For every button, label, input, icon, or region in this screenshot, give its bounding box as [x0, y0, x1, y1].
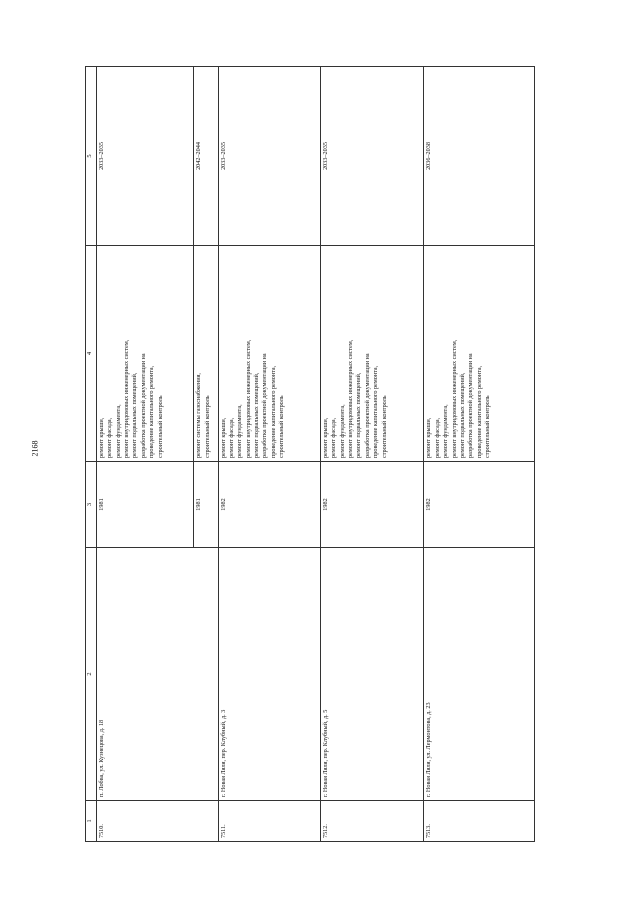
- row-address: г. Новая Ляля, пер. Клубный, д. 5: [321, 548, 424, 801]
- work-item: ремонт подвальных помещений,: [252, 372, 260, 458]
- work-item: строительный контроль: [156, 395, 164, 458]
- work-item: строительный контроль: [483, 395, 491, 458]
- row-works: [424, 246, 535, 462]
- work-item: строительный контроль: [278, 395, 286, 458]
- work-item: проведение капитального ремонта,: [475, 365, 483, 458]
- work-item: разработка проектной документации на: [261, 353, 269, 458]
- column-header: 3: [86, 462, 97, 548]
- work-item: ремонт подвальных помещений,: [355, 372, 363, 458]
- work-item: ремонт внутридомовых инженерных систем,: [450, 339, 458, 458]
- work-item: ремонт внутридомовых инженерных систем,: [123, 339, 131, 458]
- work-item: ремонт крыши,: [322, 417, 329, 458]
- column-header: 4: [86, 246, 97, 462]
- work-item: ремонт фасада,: [227, 417, 235, 458]
- row-address: п. Лобва, ул. Кузнецова, д. 18: [97, 548, 219, 801]
- row-year: 1981: [97, 462, 194, 548]
- row-number: 7513.: [424, 801, 535, 842]
- row-year: 1982: [424, 462, 535, 548]
- row-period: 2033–2035: [218, 67, 320, 246]
- header-row: [86, 67, 97, 842]
- work-item: строительный контроль: [203, 395, 211, 458]
- row-number: 7512.: [321, 801, 424, 842]
- row-period: 2036–2038: [424, 67, 535, 246]
- work-item: ремонт крыши,: [98, 417, 105, 458]
- work-item: ремонт крыши,: [425, 417, 433, 458]
- work-item: ремонт фасада,: [433, 417, 441, 458]
- row-year: 1982: [218, 462, 320, 548]
- work-item: ремонт фундамента,: [114, 404, 122, 458]
- column-header: 2: [86, 548, 97, 801]
- row-works: [321, 246, 424, 462]
- work-item: ремонт фундамента,: [236, 404, 244, 458]
- work-item: ремонт крыши,: [219, 417, 227, 458]
- repair-schedule-table: [85, 66, 535, 842]
- rotated-table-container: [85, 72, 535, 842]
- work-item: ремонт фундамента,: [338, 404, 346, 458]
- table-row: [424, 67, 535, 842]
- work-item: ремонт внутридомовых инженерных систем,: [244, 339, 252, 458]
- row-year: 1981: [194, 462, 218, 548]
- table-row: [321, 67, 424, 842]
- work-item: разработка проектной документации на: [363, 353, 371, 458]
- row-period: 2033–2035: [97, 67, 194, 246]
- work-item: ремонт фасада,: [330, 417, 338, 458]
- row-works: [194, 246, 218, 462]
- row-period: 2033–2035: [321, 67, 424, 246]
- row-address: г. Новая Ляля, ул. Лермонтова, д. 23: [424, 548, 535, 801]
- work-item: ремонт системы газоснабжения,: [195, 373, 203, 458]
- work-item: проведение капитального ремонта,: [269, 365, 277, 458]
- row-number: 7511.: [218, 801, 320, 842]
- page-number: 2168: [30, 440, 40, 457]
- work-item: разработка проектной документации на: [139, 353, 147, 458]
- work-item: ремонт подвальных помещений,: [131, 372, 139, 458]
- row-year: 1982: [321, 462, 424, 548]
- table-row: [218, 67, 320, 842]
- row-period: 2042–2044: [194, 67, 218, 246]
- work-item: ремонт фасада,: [106, 417, 114, 458]
- work-item: ремонт внутридомовых инженерных систем,: [347, 339, 355, 458]
- row-works: [97, 246, 194, 462]
- row-number: 7510.: [97, 801, 219, 842]
- work-item: проведение капитального ремонта,: [148, 365, 156, 458]
- row-works: [218, 246, 320, 462]
- work-item: разработка проектной документации на: [467, 353, 475, 458]
- work-item: строительный контроль: [380, 395, 388, 458]
- row-address: г. Новая Ляля, пер. Клубный, д. 3: [218, 548, 320, 801]
- work-item: ремонт подвальных помещений,: [458, 372, 466, 458]
- column-header: 1: [86, 801, 97, 842]
- column-header: 5: [86, 67, 97, 246]
- work-item: проведение капитального ремонта,: [372, 365, 380, 458]
- table-row: [97, 67, 194, 842]
- work-item: ремонт фундамента,: [442, 404, 450, 458]
